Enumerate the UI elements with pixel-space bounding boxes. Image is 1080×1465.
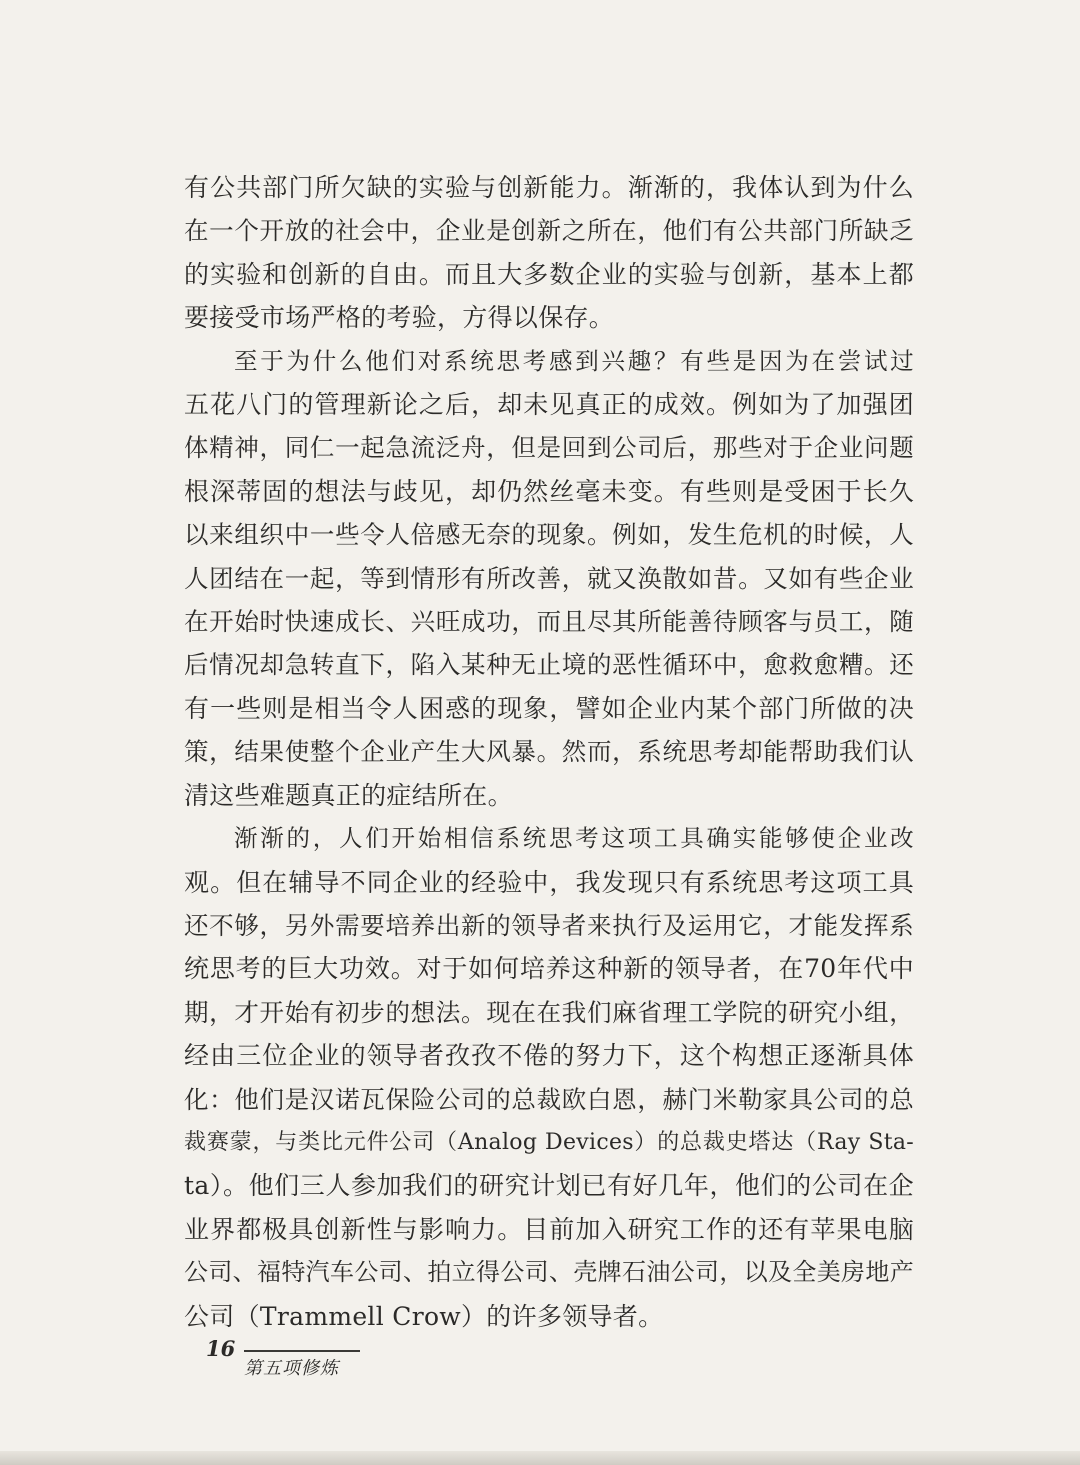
text-line: 公司（Trammell Crow）的许多领导者。 <box>184 1301 664 1331</box>
text-line: 观。但在辅导不同企业的经验中，我发现只有系统思考这项工具 <box>184 867 914 897</box>
text-line: 还不够，另外需要培养出新的领导者来执行及运用它，才能发挥系 <box>184 910 914 940</box>
page-footer <box>206 1336 366 1386</box>
text-line: 要接受市场严格的考验，方得以保存。 <box>184 303 615 333</box>
text-line: 五花八门的管理新论之后，却未见真正的成效。例如为了加强团 <box>184 390 914 420</box>
text-line: 策，结果使整个企业产生大风暴。然而，系统思考却能帮助我们认 <box>184 737 914 767</box>
footer-divider <box>244 1350 360 1352</box>
text-line: 以来组织中一些令人倍感无奈的现象。例如，发生危机的时候，人 <box>184 520 914 550</box>
text-line: 体精神，同仁一起急流泛舟，但是回到公司后，那些对于企业问题 <box>184 433 914 463</box>
text-line: 至于为什么他们对系统思考感到兴趣？有些是因为在尝试过 <box>234 346 914 375</box>
paragraph-2 <box>184 340 914 817</box>
page-bottom-edge <box>0 1451 1080 1465</box>
text-line: 在一个开放的社会中，企业是创新之所在，他们有公共部门所缺乏 <box>184 216 914 246</box>
text-line: 根深蒂固的想法与歧见，却仍然丝毫未变。有些则是受困于长久 <box>184 476 914 506</box>
text-line: 有一些则是相当令人困惑的现象，譬如企业内某个部门所做的决 <box>184 693 914 723</box>
text-line: 清这些难题真正的症结所在。 <box>184 780 513 810</box>
text-line: 业界都极具创新性与影响力。目前加入研究工作的还有苹果电脑 <box>184 1214 914 1244</box>
text-line: 人团结在一起，等到情形有所改善，就又涣散如昔。又如有些企业 <box>184 563 914 593</box>
paragraph-1 <box>184 166 914 340</box>
running-title: 第五项修炼 <box>244 1358 339 1379</box>
text-line: 期，才开始有初步的想法。现在在我们麻省理工学院的研究小组， <box>184 997 914 1027</box>
text-line: 有公共部门所欠缺的实验与创新能力。渐渐的，我体认到为什么 <box>184 173 914 202</box>
paragraph-3 <box>184 817 914 1338</box>
text-line: 化：他们是汉诺瓦保险公司的总裁欧白恩，赫门米勒家具公司的总 <box>184 1084 914 1114</box>
page-number: 16 <box>206 1336 236 1361</box>
text-line: 公司、福特汽车公司、拍立得公司、壳牌石油公司，以及全美房地产 <box>184 1258 914 1287</box>
text-line: 裁赛蒙，与类比元件公司（Analog Devices）的总裁史塔达（Ray Sta- <box>184 1129 914 1155</box>
text-line: 统思考的巨大功效。对于如何培养这种新的领导者，在70年代中 <box>184 954 914 984</box>
text-line: 的实验和创新的自由。而且大多数企业的实验与创新，基本上都 <box>184 259 914 289</box>
text-line: 渐渐的，人们开始相信系统思考这项工具确实能够使企业改 <box>234 824 914 853</box>
body-text <box>184 166 914 1338</box>
text-line: 后情况却急转直下，陷入某种无止境的恶性循环中，愈救愈糟。还 <box>184 650 914 680</box>
text-line: 经由三位企业的领导者孜孜不倦的努力下，这个构想正逐渐具体 <box>184 1041 914 1071</box>
text-line: 在开始时快速成长、兴旺成功，而且尽其所能善待顾客与员工，随 <box>184 607 914 637</box>
text-line: ta）。他们三人参加我们的研究计划已有好几年，他们的公司在企 <box>184 1171 914 1201</box>
